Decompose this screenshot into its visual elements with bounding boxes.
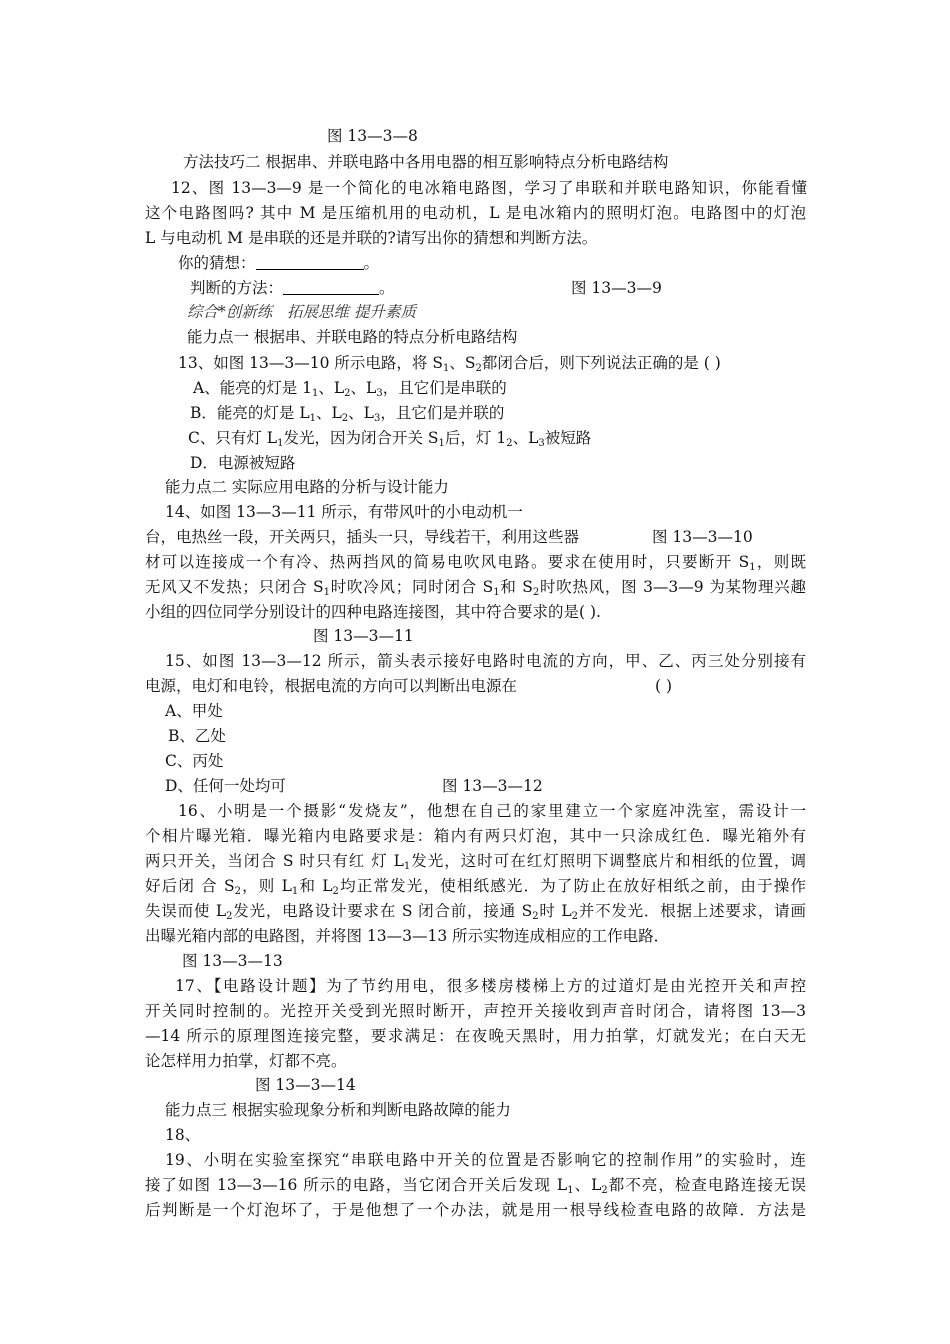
q19-line-2: 接了如图 13—3—16 所示的电路，当它闭合开关后发现 $L_1$、$L_2$都不亮，检查电路连接无误 <box>145 1176 806 1196</box>
q15-option-a: A、甲处 <box>165 702 223 720</box>
q16-line-1: 16、小明是一个摄影“发烧友”，他想在自己的家里建立一个家庭冲洗室，需设计一 <box>178 802 806 820</box>
q17-line-1: 17、【电路设计题】为了节约用电，很多楼房楼梯上方的过道灯是由光控开关和声控 <box>175 977 806 995</box>
q15-answer-paren: ( ) <box>655 677 673 695</box>
q15-option-d: D、任何一处均可 <box>165 777 286 795</box>
q15-option-b: B、乙处 <box>168 727 226 745</box>
figure-caption-13-3-12: 图 13—3—12 <box>442 777 543 795</box>
q14-line-5: 小组的四位同学分别设计的四种电路连接图，其中符合要求的是( ). <box>145 603 601 621</box>
figure-caption-13-3-8: 图 13—3—8 <box>327 127 418 145</box>
q13-stem: 13、如图 13—3—10 所示电路，将 $S_1$、$S_2$都闭合后，则下列说法正确的是 ( ) <box>178 354 721 374</box>
q18-number: 18、 <box>165 1126 201 1144</box>
q13-option-c: C、只有灯 $L_1$发光，因为闭合开关 $S_1$后，灯 $1_2$、$L_3$被短路 <box>188 429 592 449</box>
q13-option-d: D．电源被短路 <box>190 454 296 472</box>
q16-line-6: 出曝光箱内部的电路图，并将图 13—3—13 所示实物连成相应的工作电路． <box>145 927 670 945</box>
judge-line: 判断的方法： 。 <box>190 279 395 297</box>
q14-line-3: 材可以连接成一个有冷、热两挡风的简易电吹风电路。要求在使用时，只要断开 $S_1$，则既 <box>145 553 806 573</box>
q17-line-3: —14 所示的原理图连接完整，要求满足：在夜晚天黑时，用力拍掌，灯就发光；在白天无 <box>145 1027 806 1045</box>
judge-label: 判断的方法： <box>190 279 284 297</box>
figure-caption-13-3-14: 图 13—3—14 <box>255 1076 356 1094</box>
figure-caption-13-3-9: 图 13—3—9 <box>571 279 662 297</box>
figure-caption-13-3-11: 图 13—3—11 <box>313 627 414 645</box>
method-heading-2: 方法技巧二 根据串、并联电路中各用电器的相互影响特点分析电路结构 <box>183 153 669 171</box>
judge-answer-blank[interactable] <box>283 278 379 295</box>
q12-line-3: L 与电动机 M 是串联的还是并联的?请写出你的猜想和判断方法。 <box>145 229 598 247</box>
q14-line-2: 台，电热丝一段，开关两只，插头一只，导线若干，利用这些器 <box>145 528 580 546</box>
ability-heading-3: 能力点三 根据实验现象分析和判断电路故障的能力 <box>165 1101 511 1119</box>
q15-line-2: 电源，电灯和电铃，根据电流的方向可以判断出电源在 <box>145 677 518 695</box>
guess-answer-blank[interactable] <box>256 253 364 270</box>
section-heading-comprehensive: 综合*创新练 拓展思维 提升素质 <box>187 303 416 321</box>
q19-line-1: 19、小明在实验室探究“串联电路中开关的位置是否影响它的控制作用”的实验时，连 <box>165 1151 806 1169</box>
q16-line-4: 好后闭 合 $S_2$，则 $L_1$和 $L_2$均正常发光，使相纸感光．为了防止在放好相纸之前，由于操作 <box>145 877 806 897</box>
q15-option-c: C、丙处 <box>165 752 224 770</box>
q17-line-2: 开关同时控制的。光控开关受到光照时断开，声控开关接收到声音时闭合，请将图 13—3 <box>145 1002 806 1020</box>
q13-option-a: A、能亮的灯是 $1_1$、$L_2$、$L_3$，且它们是串联的 <box>193 379 507 399</box>
q17-line-4: 论怎样用力拍掌，灯都不亮。 <box>145 1052 347 1070</box>
q16-line-3: 两只开关，当闭合 S 时只有红 灯 $L_1$发光，这时可在红灯照明下调整底片和相纸的位置，调 <box>145 852 806 872</box>
figure-caption-13-3-13: 图 13—3—13 <box>182 952 283 970</box>
q12-line-1: 12、图 13—3—9 是一个简化的电冰箱电路图，学习了串联和并联电路知识，你能看懂 <box>171 179 807 197</box>
q12-line-2: 这个电路图吗? 其中 M 是压缩机用的电动机，L 是电冰箱内的照明灯泡。电路图中的灯泡 <box>145 204 806 222</box>
q13-option-b: B．能亮的灯是 $L_1$、$L_2$、$L_3$，且它们是并联的 <box>190 404 505 424</box>
q16-line-2: 个相片曝光箱．曝光箱内电路要求是：箱内有两只灯泡，其中一只涂成红色．曝光箱外有 <box>145 827 806 845</box>
ability-heading-1: 能力点一 根据串、并联电路的特点分析电路结构 <box>187 328 518 346</box>
q19-line-3: 后判断是一个灯泡坏了，于是他想了一个办法，就是用一根导线检查电路的故障．方法是 <box>145 1201 806 1219</box>
guess-line: 你的猜想： 。 <box>178 254 380 272</box>
q14-line-1: 14、如图 13—3—11 所示，有带风叶的小电动机一 <box>165 503 523 521</box>
ability-heading-2: 能力点二 实际应用电路的分析与设计能力 <box>165 478 449 496</box>
q16-line-5: 失误而使 $L_2$发光，电路设计要求在 S 闭合前，接通 $S_2$时 $L_2$并不发光．根据上述要求，请画 <box>145 902 806 922</box>
q15-line-1: 15、如图 13—3—12 所示，箭头表示接好电路时电流的方向，甲、乙、丙三处分别接有 <box>165 652 806 670</box>
guess-label: 你的猜想： <box>178 254 256 272</box>
figure-caption-13-3-10: 图 13—3—10 <box>652 528 753 546</box>
q14-line-4: 无风又不发热；只闭合 $S_1$时吹冷风；同时闭合 $S_1$和 $S_2$时吹热风，图 3—3—9 为某物理兴趣 <box>145 578 807 598</box>
